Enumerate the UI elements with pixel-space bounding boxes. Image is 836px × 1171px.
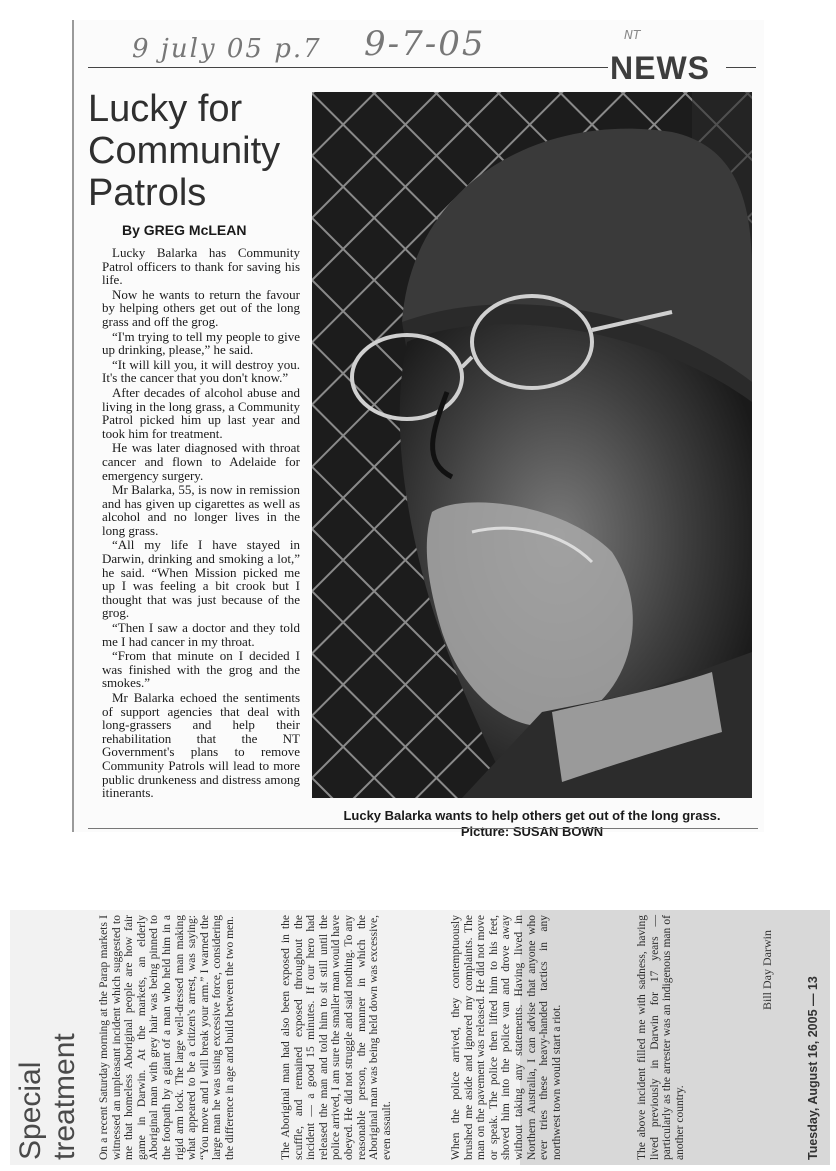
paragraph: Mr Balarka echoed the sentiments of support agencies that deal with long-grassers and help their rehabilitation that the NT Government's plans to remove Community Patrols will lead to more public drunkeness and distress among itinerants. bbox=[102, 690, 300, 801]
section-label: NEWS bbox=[610, 50, 710, 86]
letter-paragraph: The Aboriginal man had also been exposed in the scuffle, and remained exposed throughout the incident — a good 15 minutes. If our hero had released the man and told him to sit still until the police arrived, I am sure the smaller man would have obeyed. He did not struggle and said nothing. To any reasonable person, the manner in which the Aboriginal man was being held down was excessive, even assault. bbox=[280, 915, 393, 1160]
letter-signature: Bill Day Darwin bbox=[760, 930, 774, 1010]
news-clipping bbox=[72, 20, 764, 839]
paragraph: “From that minute on I decided I was finished with the grog and the smokes.” bbox=[102, 648, 300, 691]
letter-paragraph: When the police arrived, they contemptuously brushed me aside and ignored my complaints. The man on the pavement was released. He did not move or speak. The police then lifted him to his feet, shoved him into the police van and drove away without taking any statements. Having lived in Northern Australia, I can advise that anyone who ever tries these heavy-handed tactics in any northwest town would start a riot. bbox=[450, 915, 563, 1160]
page-footer: Tuesday, August 16, 2005 — 13 bbox=[806, 976, 820, 1160]
letter-paragraph: The above incident filled me with sadness, having lived previously in Darwin for 17 years — particularly as the arrester was an indigenous man of another country. bbox=[636, 915, 686, 1160]
bottom-rule bbox=[88, 828, 758, 829]
letter-headline: Special treatment bbox=[14, 1033, 81, 1160]
section-rule-end bbox=[726, 67, 756, 68]
letter-paragraph: On a recent Saturday morning at the Parap markets I witnessed an unpleasant incident which suggested to me that homeless Aboriginal people are how fair game in Darwin. At the markets, an elderly Aboriginal man with grey hair was being pinned to the footpath by a giant of a man who held him in a rigid arm lock. The large well-dressed man making what appeared to be a citizen's arrest, was saying: “You move and I will break your arm.” I warned the large man he was using excessive force, considering the difference in age and build between the two men. bbox=[98, 915, 236, 1160]
section-rule bbox=[88, 67, 608, 68]
byline: By GREG McLEAN bbox=[122, 222, 247, 238]
article-body bbox=[102, 246, 300, 801]
portrait-photo bbox=[312, 92, 752, 798]
paragraph: He was later diagnosed with throat cancer and flown to Adelaide for emergency surgery. bbox=[102, 440, 300, 483]
paragraph: “I'm trying to tell my people to give up drinking, please,” he said. bbox=[102, 328, 300, 358]
handwritten-date-note: 9 july 05 p.7 bbox=[132, 34, 322, 64]
paragraph: “Then I saw a doctor and they told me I had cancer in my throat. bbox=[102, 620, 300, 649]
paragraph: Lucky Balarka has Community Patrol officers to thank for saving his life. bbox=[102, 245, 300, 288]
portrait-illustration bbox=[312, 92, 752, 798]
handwritten-tag: NT bbox=[624, 28, 641, 42]
paragraph: “It will kill you, it will destroy you. It's the cancer that you don't know.” bbox=[102, 356, 300, 386]
letter-column bbox=[280, 915, 393, 1160]
paragraph: After decades of alcohol abuse and living in the long grass, a Community Patrol picked him up last year and took him for treatment. bbox=[102, 384, 300, 441]
paragraph: “All my life I have stayed in Darwin, drinking and smoking a lot,” he said. “When Mission picked me up I was feeling a bit crook but I thought that was just because of the grog. bbox=[102, 537, 300, 621]
headline: Lucky for Community Patrols bbox=[88, 88, 281, 214]
letter-column bbox=[450, 915, 563, 1160]
paragraph: Now he wants to return the favour by helping others get out of the long grass and off the grog. bbox=[102, 286, 300, 329]
letter-column bbox=[636, 915, 686, 1160]
photo-caption: Lucky Balarka wants to help others get out of the long grass. Picture: SUSAN BOWN bbox=[343, 808, 721, 839]
letter-column bbox=[98, 915, 237, 1160]
letter-clipping bbox=[10, 910, 830, 1165]
paragraph: Mr Balarka, 55, is now in remission and has given up cigarettes as well as alcohol and no longer lives in the long grass. bbox=[102, 482, 300, 538]
handwritten-date: 9-7-05 bbox=[364, 24, 486, 64]
